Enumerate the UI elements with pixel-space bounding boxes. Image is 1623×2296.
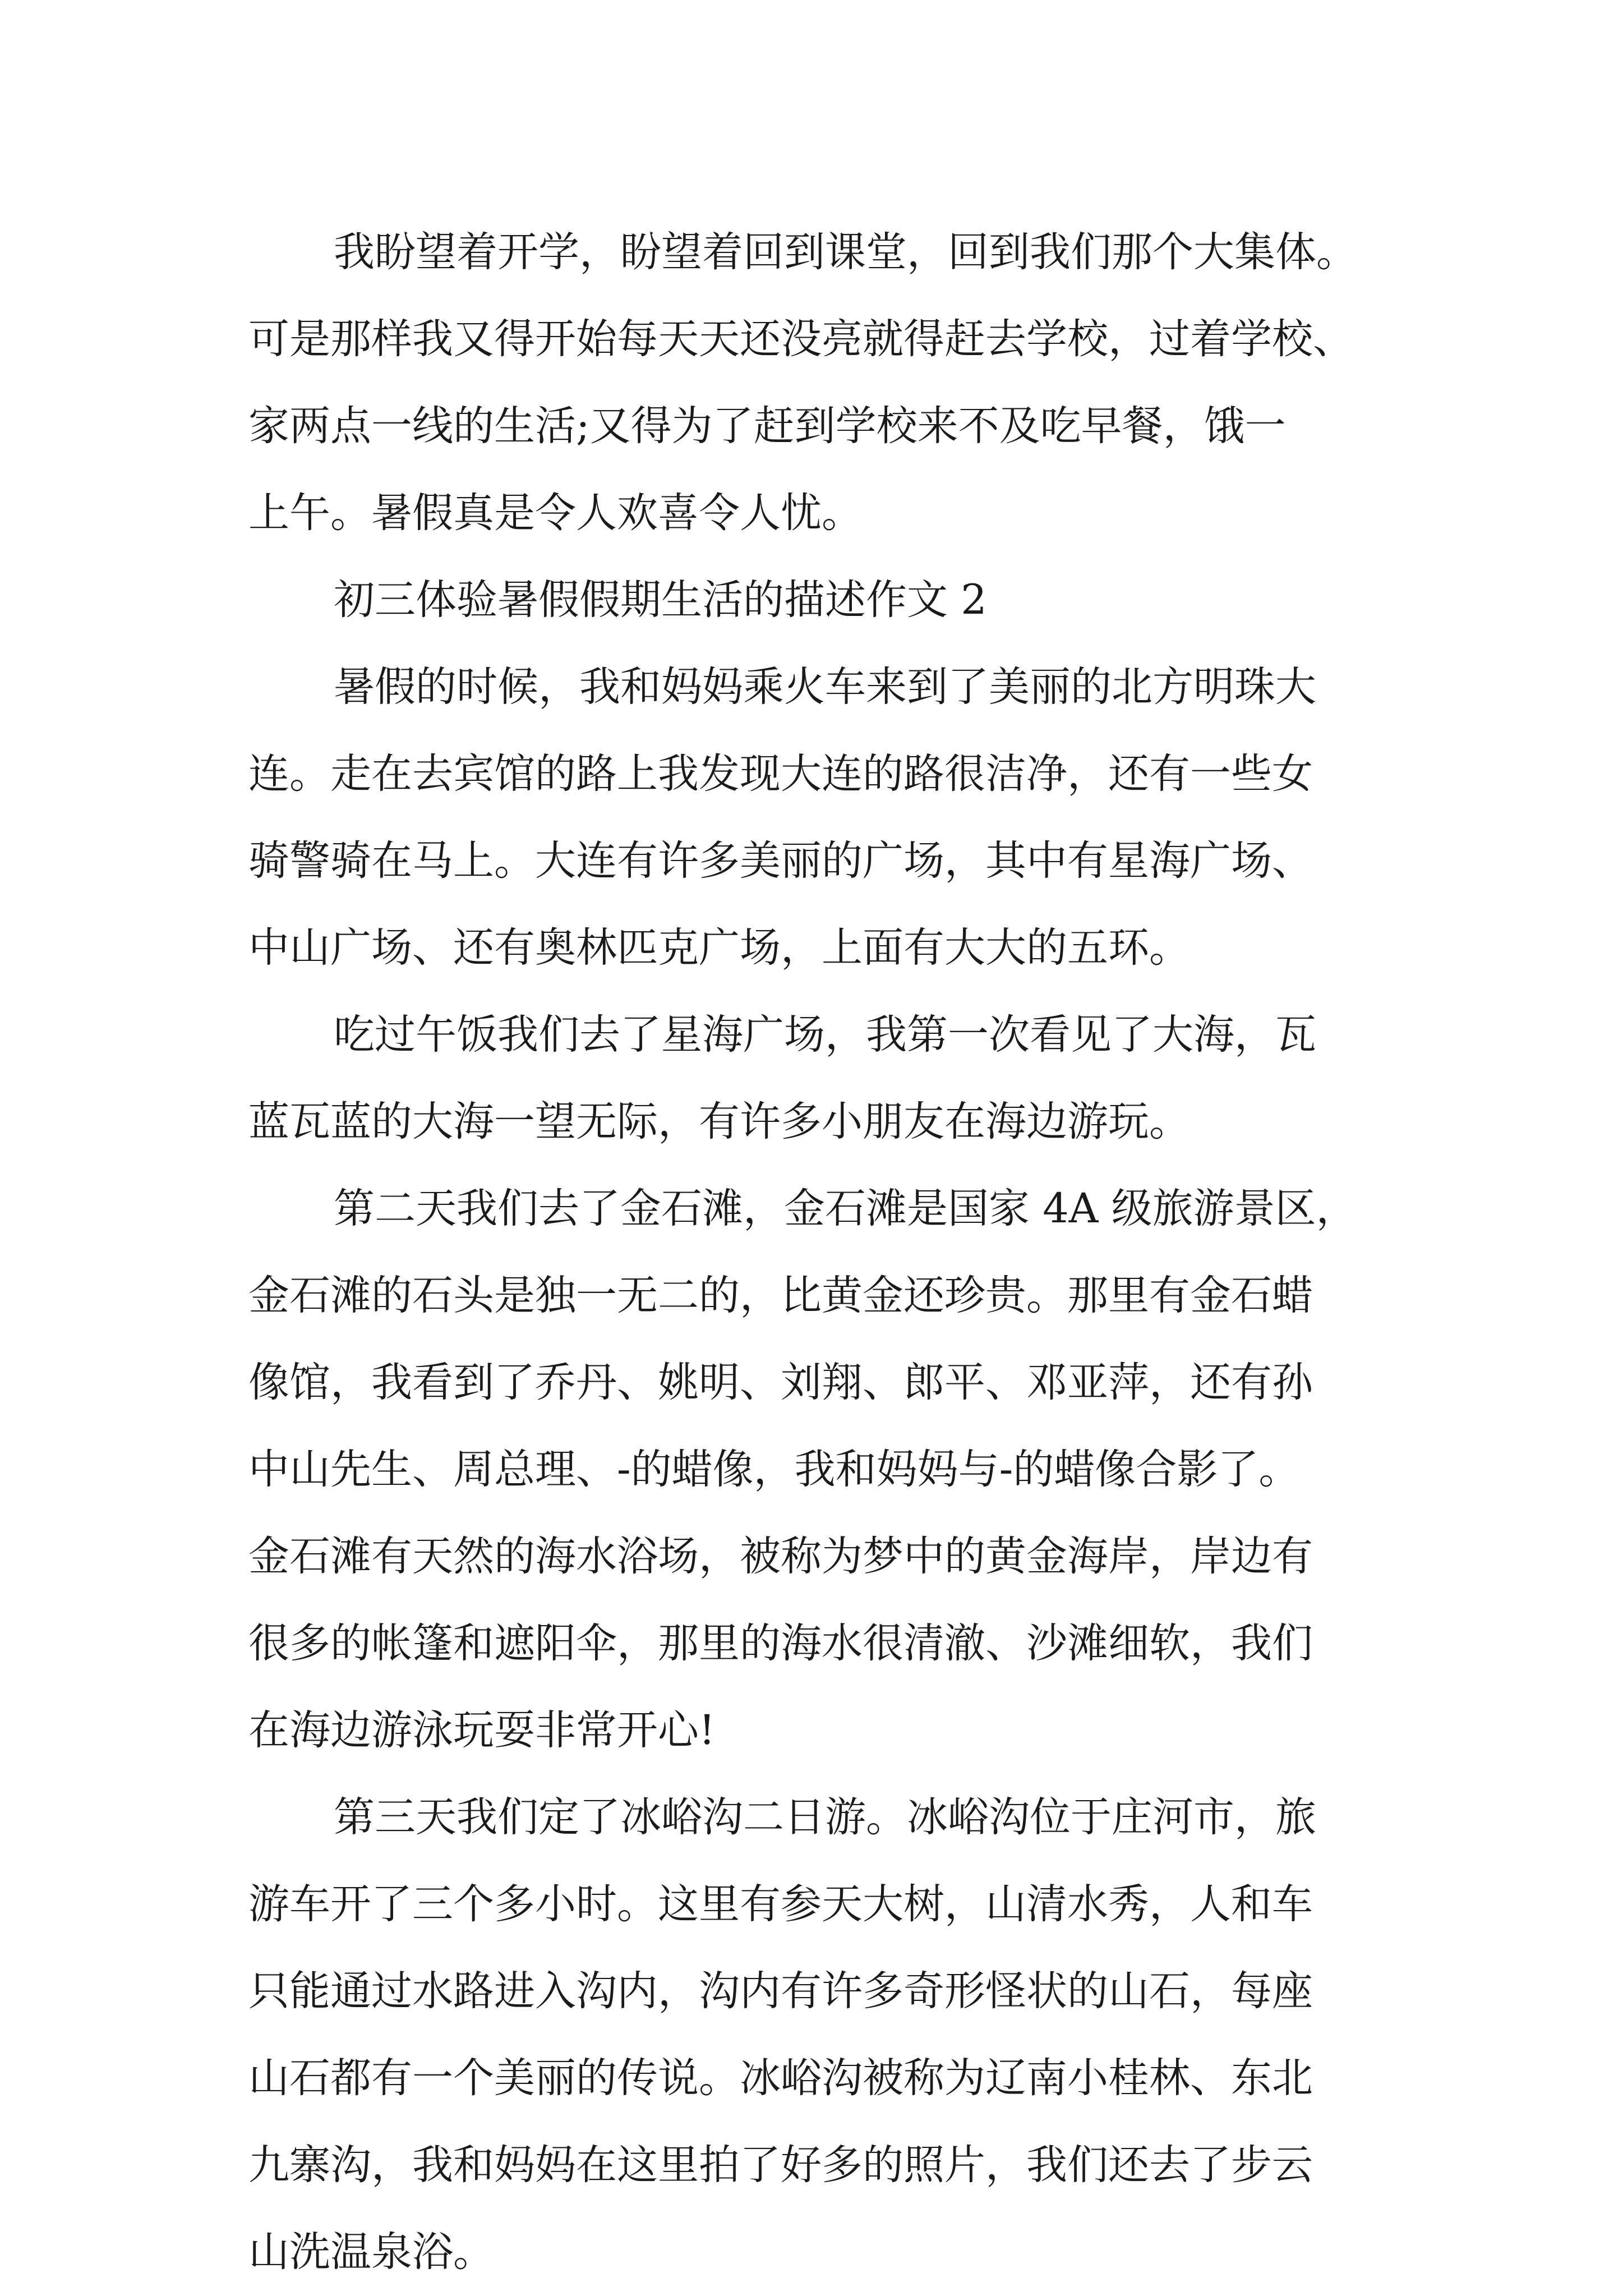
paragraph-first-line: 暑假的时候，我和妈妈乘火车来到了美丽的北方明珠大	[334, 663, 1316, 711]
paragraph-line: 骑警骑在马上。大连有许多美丽的广场，其中有星海广场、	[248, 837, 1313, 885]
paragraph-line: 蓝瓦蓝的大海一望无际，有许多小朋友在海边游玩。	[248, 1098, 1190, 1145]
paragraph-line: 山石都有一个美丽的传说。冰峪沟被称为辽南小桂林、东北	[248, 2054, 1313, 2102]
paragraph-line: 连。走在去宾馆的路上我发现大连的路很洁净，还有一些女	[248, 750, 1313, 798]
paragraph-line: 中山先生、周总理、-的蜡像，我和妈妈与-的蜡像合影了。	[248, 1446, 1300, 1493]
paragraph-line: 像馆，我看到了乔丹、姚明、刘翔、郎平、邓亚萍，还有孙	[248, 1359, 1313, 1406]
paragraph-line: 可是那样我又得开始每天天还没亮就得赶去学校，过着学校、	[248, 315, 1354, 363]
document-body	[248, 209, 1440, 2295]
paragraph-first-line: 初三体验暑假假期生活的描述作文 2	[334, 576, 987, 624]
paragraph-first-line: 第三天我们定了冰峪沟二日游。冰峪沟位于庄河市，旅	[334, 1793, 1316, 1841]
paragraph-line: 上午。暑假真是令人欢喜令人忧。	[248, 489, 863, 537]
paragraph-first-line: 我盼望着开学，盼望着回到课堂，回到我们那个大集体。	[334, 228, 1357, 276]
paragraph-first-line: 第二天我们去了金石滩，金石滩是国家 4A 级旅游景区，	[334, 1185, 1357, 1232]
paragraph-line: 游车开了三个多小时。这里有参天大树，山清水秀，人和车	[248, 1880, 1313, 1928]
paragraph-first-line: 吃过午饭我们去了星海广场，我第一次看见了大海，瓦	[334, 1011, 1316, 1059]
paragraph-line: 很多的帐篷和遮阳伞，那里的海水很清澈、沙滩细软，我们	[248, 1619, 1313, 1667]
paragraph-line: 山洗温泉浴。	[248, 2228, 494, 2276]
paragraph-line: 家两点一线的生活;又得为了赶到学校来不及吃早餐，饿一	[248, 402, 1286, 450]
paragraph-line: 只能通过水路进入沟内，沟内有许多奇形怪状的山石，每座	[248, 1967, 1313, 2015]
paragraph-line: 金石滩的石头是独一无二的，比黄金还珍贵。那里有金石蜡	[248, 1272, 1313, 1319]
paragraph-line: 在海边游泳玩耍非常开心!	[248, 1706, 716, 1754]
paragraph-line: 中山广场、还有奥林匹克广场，上面有大大的五环。	[248, 924, 1190, 972]
paragraph-line: 金石滩有天然的海水浴场，被称为梦中的黄金海岸，岸边有	[248, 1533, 1313, 1580]
paragraph-line: 九寨沟，我和妈妈在这里拍了好多的照片，我们还去了步云	[248, 2141, 1313, 2189]
